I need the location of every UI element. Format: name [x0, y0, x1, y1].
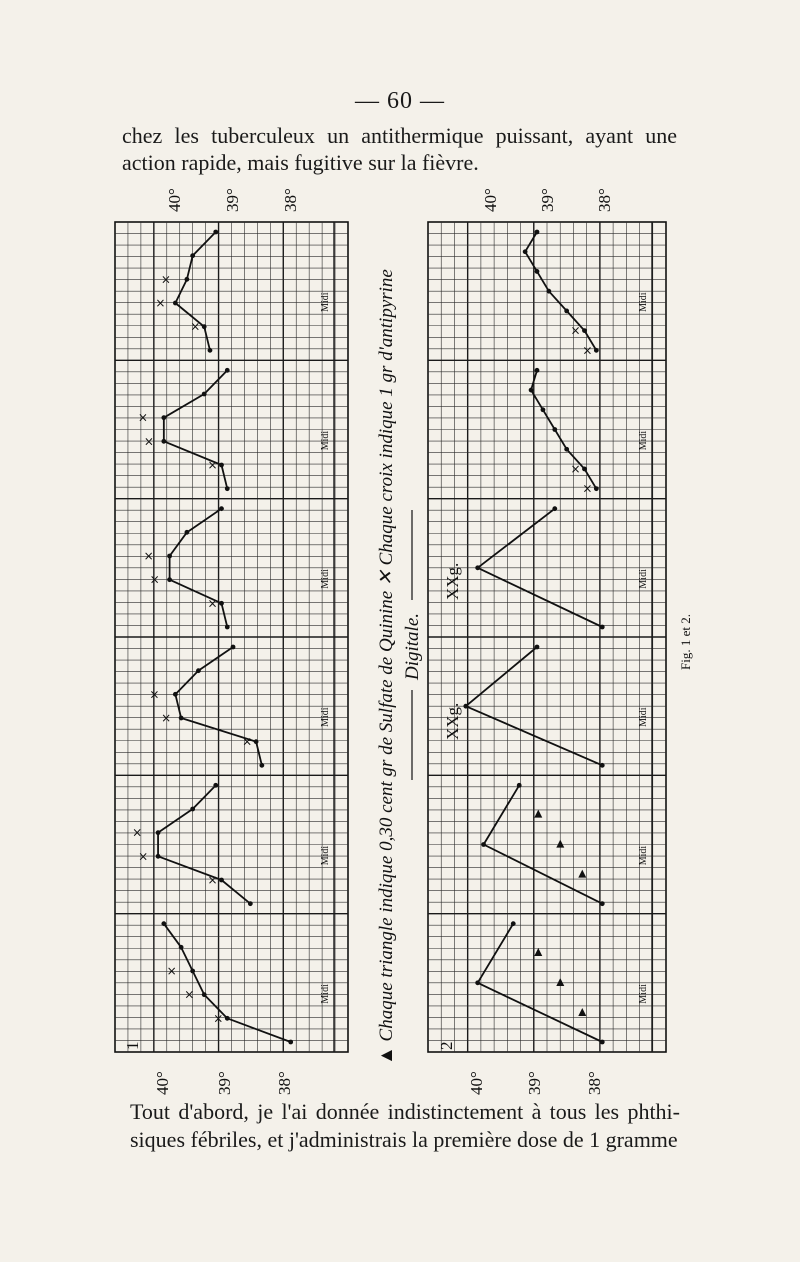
antipyrine-cross: ×: [570, 323, 581, 338]
antipyrine-cross: ×: [161, 711, 172, 725]
antipyrine-cross: ×: [570, 461, 581, 476]
midi-label: Midi: [320, 845, 331, 866]
temperature-point: [535, 645, 540, 650]
temperature-point: [535, 269, 540, 274]
midi-label: Midi: [320, 984, 331, 1004]
temperature-point: [259, 763, 264, 768]
temperature-point: [231, 645, 236, 650]
temperature-point: [225, 368, 230, 373]
chart1-bottom-label-40: 40°: [153, 1071, 172, 1095]
midi-label: Midi: [320, 430, 331, 451]
temperature-point: [179, 716, 184, 721]
temperature-point: [179, 945, 184, 950]
temperature-point: [463, 704, 468, 709]
temperature-point: [475, 980, 480, 985]
quinine-triangle: [534, 948, 542, 956]
temperature-point: [535, 368, 540, 373]
temperature-point: [173, 301, 178, 306]
antipyrine-cross: ×: [207, 873, 218, 887]
antipyrine-cross: ×: [166, 964, 177, 978]
temperature-point: [219, 463, 224, 468]
temperature-point: [190, 807, 195, 812]
temperature-point: [594, 348, 599, 353]
chart2-bottom-label-38: 38°: [585, 1071, 604, 1095]
temperature-point: [190, 253, 195, 258]
temperature-point: [529, 388, 534, 393]
temperature-point: [213, 230, 218, 235]
temperature-point: [202, 324, 207, 329]
temperature-point: [225, 625, 230, 630]
temperature-point: [185, 530, 190, 535]
temperature-point: [582, 328, 587, 333]
figure-label: Fig. 1 et 2.: [678, 614, 693, 670]
temperature-point: [600, 625, 605, 630]
bottom-line-1: Tout d'abord, je l'ai donnée indistinctement à tous les phthi-: [130, 1099, 680, 1124]
temperature-chart-2: [428, 222, 666, 1052]
midi-label: Midi: [320, 292, 331, 312]
temperature-point: [208, 348, 213, 353]
midi-label: Midi: [320, 707, 331, 727]
temperature-point: [185, 277, 190, 282]
midi-label: Midi: [638, 845, 649, 866]
midi-label: Midi: [638, 292, 649, 312]
temperature-point: [552, 506, 557, 511]
chart1-top-label-40: 40°: [165, 188, 184, 212]
temperature-point: [552, 427, 557, 432]
antipyrine-cross: ×: [138, 849, 149, 864]
antipyrine-cross: ×: [582, 481, 593, 496]
figure-caption-sub: Digitale.: [402, 612, 423, 680]
temperature-point: [600, 1040, 605, 1045]
temperature-point: [196, 668, 201, 673]
temperature-point: [582, 467, 587, 472]
antipyrine-cross: ×: [242, 734, 253, 749]
temperature-point: [190, 969, 195, 974]
bottom-line-2: siques fébriles, et j'administrais la première dose de 1 gramme: [130, 1127, 678, 1152]
page-number: — 60 —: [355, 88, 445, 114]
antipyrine-cross: ×: [184, 987, 195, 1002]
chart1-id: 1: [123, 1041, 142, 1050]
midi-label: Midi: [638, 707, 649, 727]
quinine-triangle: [556, 840, 564, 848]
temperature-point: [600, 763, 605, 768]
temperature-point: [600, 901, 605, 906]
quinine-triangle: [534, 810, 542, 818]
temperature-point: [288, 1040, 293, 1045]
antipyrine-cross: ×: [137, 410, 148, 425]
temperature-point: [156, 854, 161, 859]
dose-label-1: XXg.: [443, 562, 462, 600]
antipyrine-cross: ×: [143, 549, 154, 563]
chart2-bottom-label-39: 39°: [525, 1071, 544, 1095]
temperature-point: [156, 830, 161, 835]
antipyrine-cross: ×: [207, 596, 218, 611]
temperature-point: [475, 565, 480, 570]
antipyrine-cross: ×: [582, 343, 593, 358]
temperature-point: [161, 415, 166, 420]
temperature-point: [254, 739, 259, 744]
chart2-id: 2: [437, 1041, 456, 1050]
antipyrine-cross: ×: [213, 1011, 224, 1026]
chart2-top-label-39: 39°: [538, 188, 557, 212]
temperature-point: [219, 601, 224, 606]
temperature-point: [541, 407, 546, 412]
chart1-bottom-label-38: 38°: [275, 1071, 294, 1095]
temperature-point: [167, 577, 172, 582]
antipyrine-cross: ×: [143, 434, 154, 449]
temperature-point: [167, 554, 172, 559]
temperature-point: [219, 506, 224, 511]
antipyrine-cross: ×: [149, 687, 160, 702]
chart2-top-label-38: 38°: [595, 188, 614, 212]
antipyrine-cross: ×: [190, 319, 201, 334]
figure-caption: ▲ Chaque triangle indique 0,30 cent gr de Sulfate de Quinine ✕ Chaque croix indique 1 gr d'antipyrine: [376, 269, 397, 1065]
quinine-triangle: [578, 870, 586, 878]
midi-label: Midi: [638, 430, 649, 451]
quinine-triangle: [578, 1008, 586, 1016]
temperature-point: [594, 486, 599, 491]
temperature-point: [535, 230, 540, 235]
antipyrine-cross: ×: [160, 272, 171, 287]
antipyrine-cross: ×: [207, 458, 218, 472]
temperature-point: [202, 992, 207, 997]
temperature-point: [173, 692, 178, 697]
chart2-bottom-label-40: 40°: [467, 1071, 486, 1095]
antipyrine-cross: ×: [149, 572, 160, 587]
antipyrine-cross: ×: [155, 296, 166, 310]
midi-label: Midi: [320, 569, 331, 589]
temperature-point: [546, 289, 551, 294]
temperature-point: [511, 921, 516, 926]
antipyrine-cross: ×: [132, 825, 143, 840]
temperature-point: [225, 1016, 230, 1021]
temperature-point: [161, 439, 166, 444]
temperature-point: [564, 308, 569, 313]
temperature-point: [248, 901, 253, 906]
temperature-point: [213, 783, 218, 788]
temperature-point: [202, 392, 207, 397]
chart2-top-label-40: 40°: [481, 188, 500, 212]
temperature-point: [564, 447, 569, 452]
temperature-chart-1: [115, 222, 348, 1052]
intro-line-1: chez les tuberculeux un antithermique puissant, ayant une: [122, 123, 677, 148]
dose-label-2: XXg.: [443, 702, 462, 740]
chart1-top-label-38: 38°: [281, 188, 300, 212]
temperature-point: [517, 783, 522, 788]
chart1-top-label-39: 39°: [223, 188, 242, 212]
quinine-triangle: [556, 978, 564, 986]
temperature-point: [523, 249, 528, 254]
temperature-point: [481, 842, 486, 847]
bottom-paragraph: [130, 1098, 680, 1154]
temperature-point: [225, 486, 230, 491]
midi-label: Midi: [638, 984, 649, 1004]
chart1-bottom-label-39: 39°: [215, 1071, 234, 1095]
midi-label: Midi: [638, 569, 649, 589]
temperature-point: [219, 878, 224, 883]
temperature-point: [161, 921, 166, 926]
intro-line-2: action rapide, mais fugitive sur la fièvre.: [122, 150, 479, 175]
